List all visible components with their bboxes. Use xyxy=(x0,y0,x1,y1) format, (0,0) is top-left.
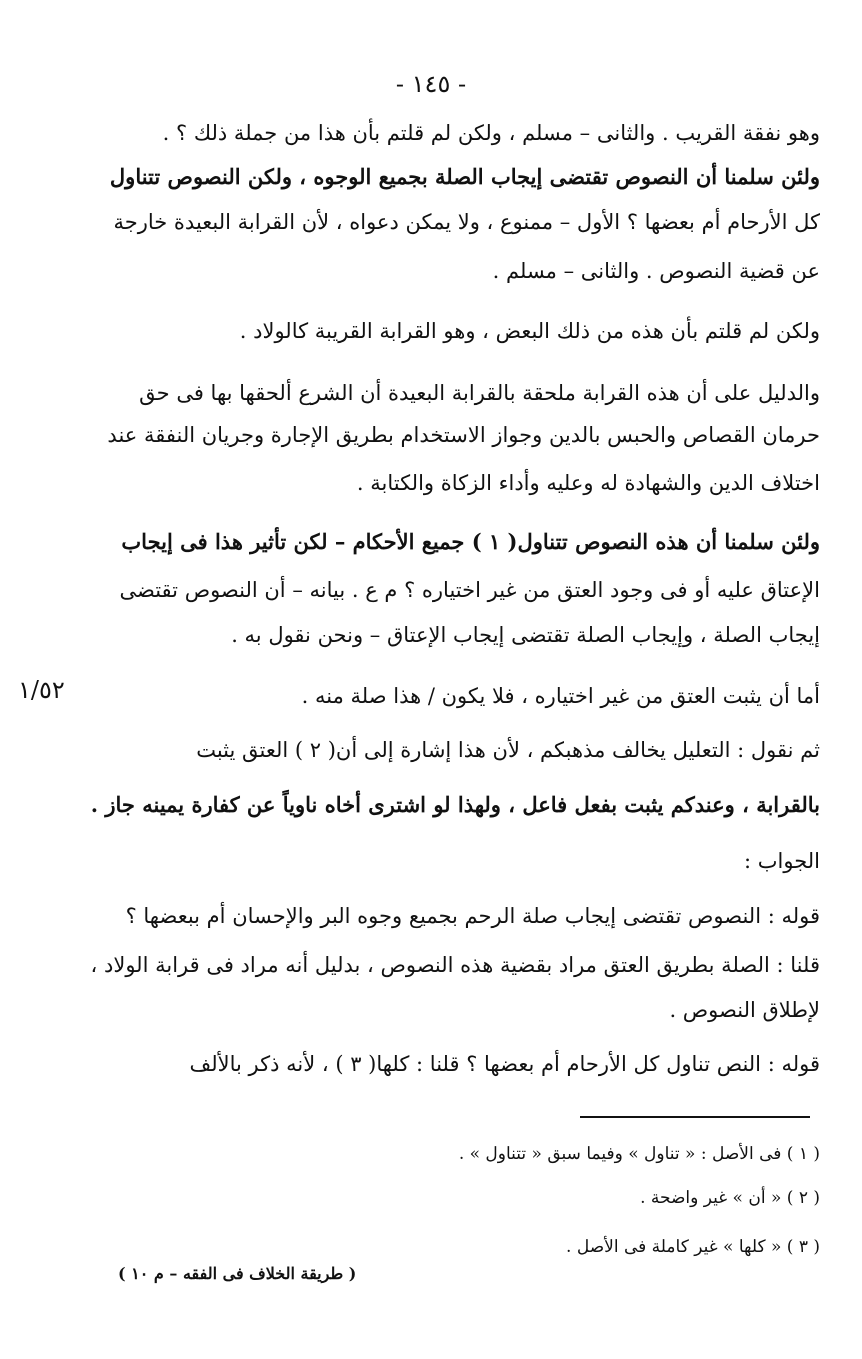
text-line-6: والدليل على أن هذه القرابة ملحقة بالقرابة البعيدة أن الشرع ألحقها بها فى حق xyxy=(139,381,820,405)
text-line-11: إيجاب الصلة ، وإيجاب الصلة تقتضى إيجاب الإعتاق – ونحن نقول به . xyxy=(231,623,820,647)
text-line-1: وهو نفقة القريب . والثانى – مسلم ، ولكن لم قلتم بأن هذا من جملة ذلك ؟ . xyxy=(162,121,820,145)
text-line-9: ولئن سلمنا أن هذه النصوص تتناول( ١ ) جميع الأحكام – لكن تأثير هذا فى إيجاب xyxy=(121,529,820,554)
text-line-2: ولئن سلمنا أن النصوص تقتضى إيجاب الصلة بجميع الوجوه ، ولكن النصوص تتناول xyxy=(109,164,820,189)
text-line-17: قلنا : الصلة بطريق العتق مراد بقضية هذه النصوص ، بدليل أنه مراد فى قرابة الولاد ، xyxy=(90,953,820,977)
footnote-divider xyxy=(580,1116,810,1118)
answer-heading: الجواب : xyxy=(744,849,820,873)
text-line-3: كل الأرحام أم بعضها ؟ الأول – ممنوع ، ولا يمكن دعواه ، لأن القرابة البعيدة خارجة xyxy=(113,210,820,234)
footnote-2: ( ٢ ) « أن » غير واضحة . xyxy=(640,1188,820,1208)
page-number: - ١٤٥ - xyxy=(395,70,467,98)
margin-folio-note: ١/٥٢ xyxy=(18,676,65,704)
text-line-10: الإعتاق عليه أو فى وجود العتق من غير اختياره ؟ م ع . بيانه – أن النصوص تقتضى xyxy=(119,578,820,602)
book-footer: ( طريقة الخلاف فى الفقه – م ١٠ ) xyxy=(118,1264,357,1283)
text-line-4: عن قضية النصوص . والثانى – مسلم . xyxy=(492,259,820,283)
text-line-7: حرمان القصاص والحبس بالدين وجواز الاستخدام بطريق الإجارة وجريان النفقة عند xyxy=(107,423,820,447)
text-line-12: أما أن يثبت العتق من غير اختياره ، فلا يكون / هذا صلة منه . xyxy=(301,684,820,708)
text-line-8: اختلاف الدين والشهادة له وعليه وأداء الزكاة والكتابة . xyxy=(356,471,820,495)
footnote-3: ( ٣ ) « كلها » غير كاملة فى الأصل . xyxy=(566,1237,820,1257)
footnote-1: ( ١ ) فى الأصل : « تناول » وفيما سبق « تتناول » . xyxy=(458,1144,820,1164)
text-line-19: قوله : النص تناول كل الأرحام أم بعضها ؟ قلنا : كلها( ٣ ) ، لأنه ذكر بالألف xyxy=(189,1052,820,1076)
text-line-5: ولكن لم قلتم بأن هذه من ذلك البعض ، وهو القرابة القريبة كالولاد . xyxy=(239,319,820,343)
text-line-14: بالقرابة ، وعندكم يثبت بفعل فاعل ، ولهذا لو اشترى أخاه ناوياً عن كفارة يمينه جاز . xyxy=(90,792,820,817)
text-line-13: ثم نقول : التعليل يخالف مذهبكم ، لأن هذا إشارة إلى أن( ٢ ) العتق يثبت xyxy=(196,738,820,762)
text-line-16: قوله : النصوص تقتضى إيجاب صلة الرحم بجميع وجوه البر والإحسان أم ببعضها ؟ xyxy=(125,904,820,928)
text-line-18: لإطلاق النصوص . xyxy=(669,998,820,1022)
